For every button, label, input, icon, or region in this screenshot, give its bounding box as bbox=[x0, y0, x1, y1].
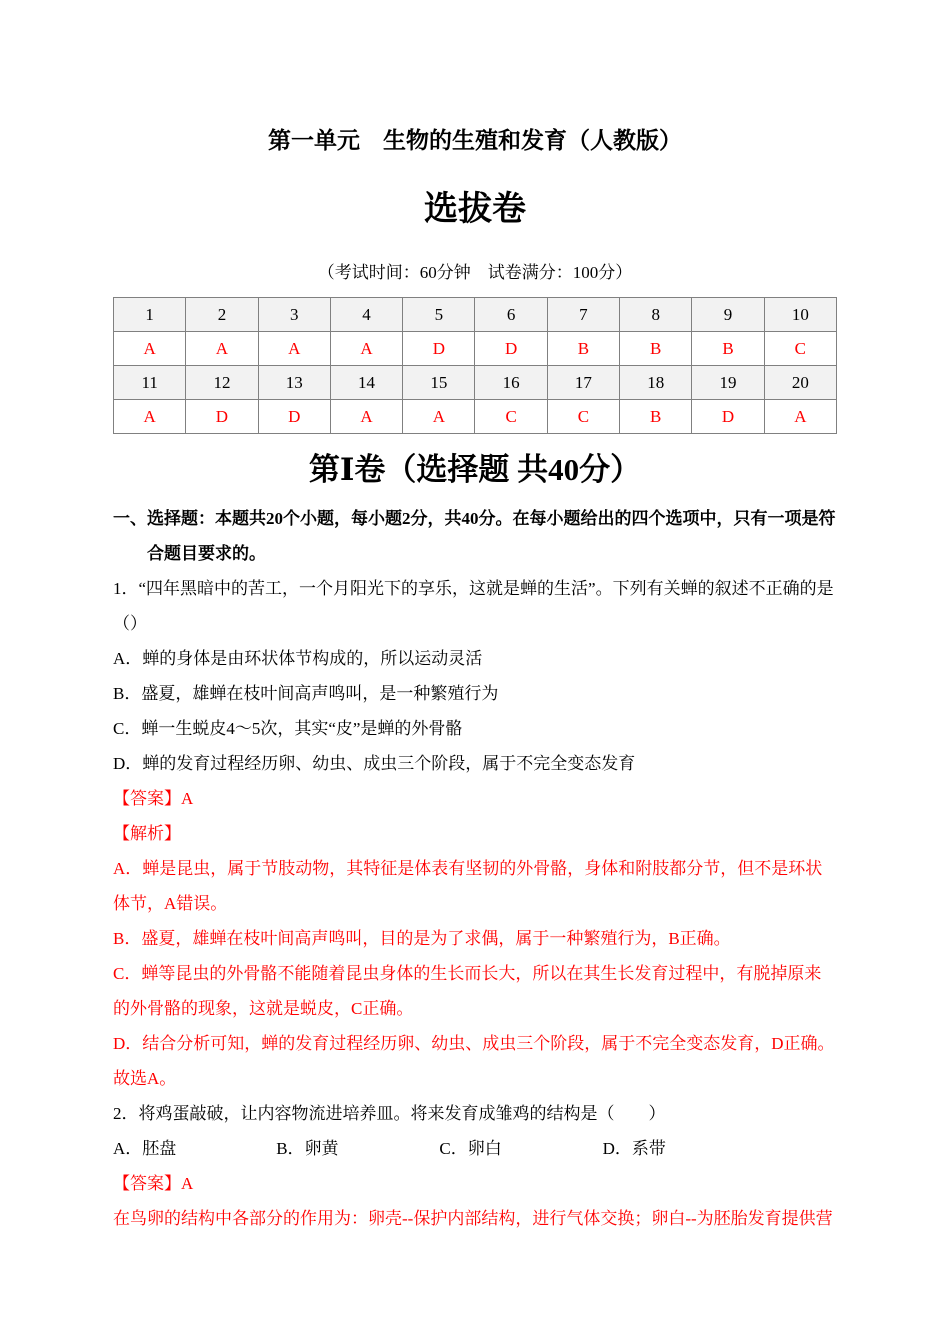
question-1-option-d: D．蝉的发育过程经历卵、幼虫、成虫三个阶段，属于不完全变态发育 bbox=[113, 754, 636, 774]
question-number-cell: 1 bbox=[114, 298, 186, 332]
answer-cell: D bbox=[403, 332, 475, 366]
question-number-cell: 13 bbox=[258, 366, 330, 400]
question-1-analysis-b: B．盛夏，雄蝉在枝叶间高声鸣叫，目的是为了求偶，属于一种繁殖行为，B正确。 bbox=[113, 929, 731, 949]
question-number-cell: 11 bbox=[114, 366, 186, 400]
paper-title: 选拔卷 bbox=[424, 191, 526, 228]
question-2-analysis-partial: 在鸟卵的结构中各部分的作用为：卵壳--保护内部结构，进行气体交换；卵白--为胚胎发育提供营 bbox=[113, 1209, 833, 1229]
exam-info: （考试时间：60分钟 试卷满分：100分） bbox=[317, 263, 633, 282]
question-number-row-1 bbox=[114, 298, 837, 332]
question-number-cell: 2 bbox=[186, 298, 258, 332]
question-2-option-b: B．卵黄 bbox=[276, 1139, 339, 1159]
question-number-cell: 14 bbox=[330, 366, 402, 400]
question-number-cell: 15 bbox=[403, 366, 475, 400]
answer-key-table bbox=[113, 297, 837, 434]
question-number-cell: 19 bbox=[692, 366, 764, 400]
question-number-row-2 bbox=[114, 366, 837, 400]
answer-cell: A bbox=[114, 332, 186, 366]
question-number-cell: 8 bbox=[620, 298, 692, 332]
exam-body bbox=[113, 501, 837, 1236]
question-number-cell: 10 bbox=[764, 298, 836, 332]
question-number-cell: 17 bbox=[547, 366, 619, 400]
question-2-option-d: D．系带 bbox=[602, 1139, 666, 1159]
question-number-cell: 5 bbox=[403, 298, 475, 332]
question-1-option-c: C．蝉一生蜕皮4～5次，其实“皮”是蝉的外骨骼 bbox=[113, 719, 463, 739]
question-2-options bbox=[113, 1131, 837, 1166]
answer-cell: A bbox=[764, 400, 836, 434]
answer-row-1 bbox=[114, 332, 837, 366]
answer-cell: A bbox=[114, 400, 186, 434]
question-1-analysis-label: 【解析】 bbox=[113, 824, 181, 844]
question-2-answer-line bbox=[113, 1166, 837, 1201]
answer-cell: A bbox=[258, 332, 330, 366]
question-number-cell: 3 bbox=[258, 298, 330, 332]
answer-cell: D bbox=[692, 400, 764, 434]
answer-cell: B bbox=[620, 400, 692, 434]
answer-value: A bbox=[181, 1174, 194, 1194]
unit-title: 第一单元 生物的生殖和发育（人教版） bbox=[268, 128, 682, 153]
answer-cell: C bbox=[764, 332, 836, 366]
answer-cell: A bbox=[403, 400, 475, 434]
answer-cell: B bbox=[692, 332, 764, 366]
answer-cell: D bbox=[186, 400, 258, 434]
section-title: 第Ⅰ卷（选择题 共40分） bbox=[308, 452, 642, 487]
question-number-cell: 16 bbox=[475, 366, 547, 400]
question-number-cell: 7 bbox=[547, 298, 619, 332]
answer-cell: B bbox=[547, 332, 619, 366]
question-2-stem: 2．将鸡蛋敲破，让内容物流进培养皿。将来发育成雏鸡的结构是（ ） bbox=[113, 1104, 666, 1124]
answer-cell: B bbox=[620, 332, 692, 366]
answer-cell: A bbox=[330, 332, 402, 366]
question-1-option-a: A．蝉的身体是由环状体节构成的，所以运动灵活 bbox=[113, 649, 483, 669]
question-number-cell: 9 bbox=[692, 298, 764, 332]
section-instructions: 一、选择题：本题共20个小题，每小题2分，共40分。在每小题给出的四个选项中，只有一项是符合题目要求的。 bbox=[113, 509, 836, 564]
question-number-cell: 18 bbox=[620, 366, 692, 400]
question-number-cell: 6 bbox=[475, 298, 547, 332]
question-1-option-b: B．盛夏，雄蝉在枝叶间高声鸣叫，是一种繁殖行为 bbox=[113, 684, 499, 704]
question-2-option-c: C．卵白 bbox=[439, 1139, 502, 1159]
question-number-cell: 12 bbox=[186, 366, 258, 400]
answer-cell: D bbox=[258, 400, 330, 434]
answer-cell: D bbox=[475, 332, 547, 366]
answer-label: 【答案】 bbox=[113, 1174, 181, 1194]
answer-cell: A bbox=[330, 400, 402, 434]
question-1-answer-line bbox=[113, 781, 837, 816]
question-1-analysis-c: C．蝉等昆虫的外骨骼不能随着昆虫身体的生长而长大，所以在其生长发育过程中，有脱掉原来的外骨骼的现象，这就是蜕皮，C正确。 bbox=[113, 964, 822, 1019]
answer-cell: A bbox=[186, 332, 258, 366]
answer-value: A bbox=[181, 789, 194, 809]
question-1-analysis-a: A．蝉是昆虫，属于节肢动物，其特征是体表有坚韧的外骨骼，身体和附肢都分节，但不是环状体节，A错误。 bbox=[113, 859, 823, 914]
answer-cell: C bbox=[547, 400, 619, 434]
answer-cell: C bbox=[475, 400, 547, 434]
question-1-analysis-conclusion: 故选A。 bbox=[113, 1069, 177, 1089]
question-1-stem: 1．“四年黑暗中的苦工，一个月阳光下的享乐，这就是蝉的生活”。下列有关蝉的叙述不正确的是（） bbox=[113, 579, 834, 634]
answer-label: 【答案】 bbox=[113, 789, 181, 809]
question-number-cell: 20 bbox=[764, 366, 836, 400]
question-1-analysis-d: D．结合分析可知，蝉的发育过程经历卵、幼虫、成虫三个阶段，属于不完全变态发育，D正确。 bbox=[113, 1034, 835, 1054]
answer-row-2 bbox=[114, 400, 837, 434]
question-number-cell: 4 bbox=[330, 298, 402, 332]
question-2-option-a: A．胚盘 bbox=[113, 1139, 177, 1159]
